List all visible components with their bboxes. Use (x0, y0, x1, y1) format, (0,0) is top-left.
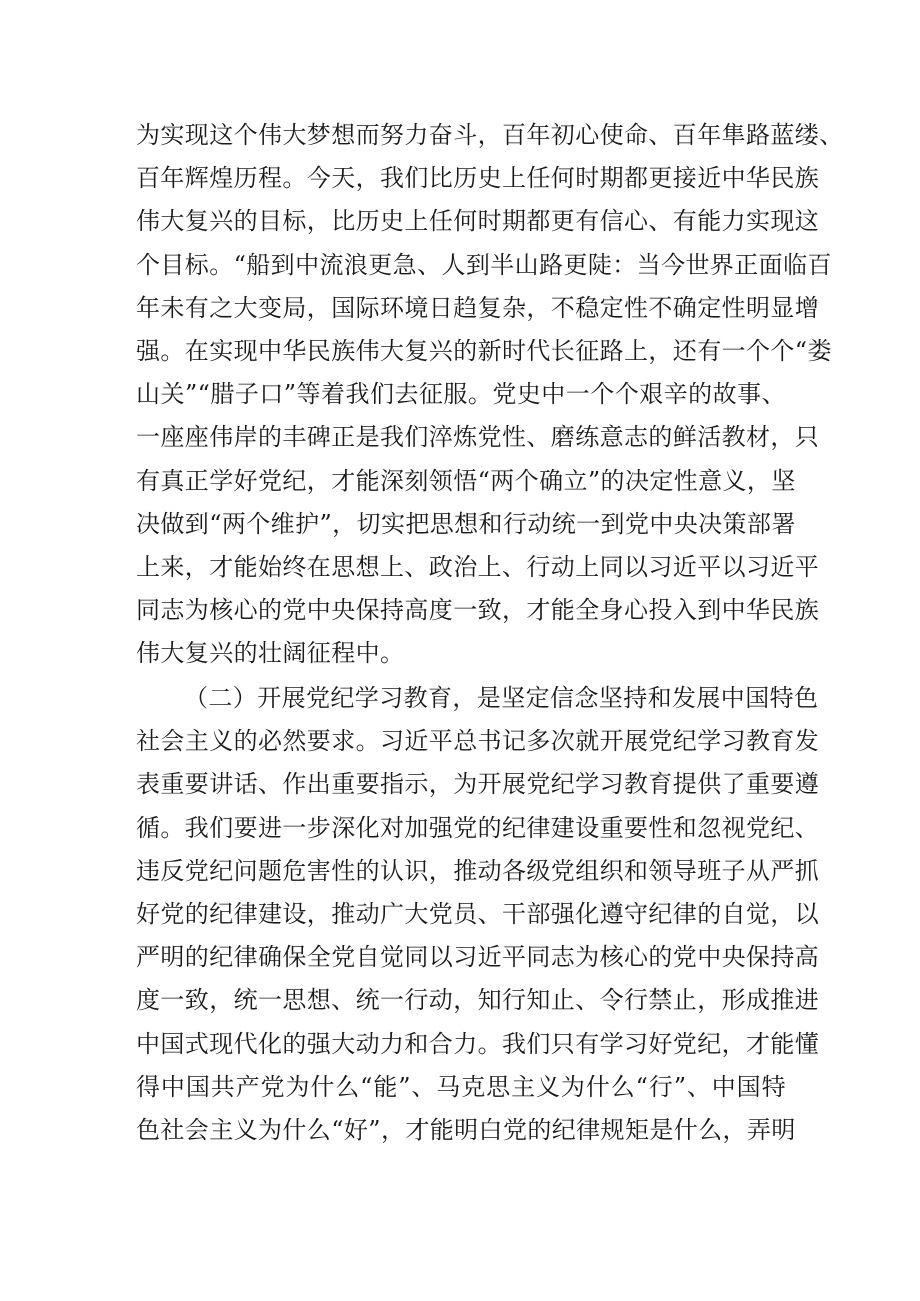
text-line: 社会主义的必然要求。习近平总书记多次就开展党纪学习教育发 (136, 727, 820, 756)
text-line: 色社会主义为什么“好”，才能明白党的纪律规矩是什么，弄明 (136, 1115, 796, 1144)
text-line: 严明的纪律确保全党自觉同以习近平同志为核心的党中央保持高 (136, 943, 820, 972)
text-line: 强。在实现中华民族伟大复兴的新时代长征路上，还有一个个“娄 (136, 336, 832, 365)
text-line: 好党的纪律建设，推动广大党员、干部强化遵守纪律的自觉，以 (136, 899, 820, 928)
text-line: 度一致，统一思想、统一行动，知行知止、令行禁止，形成推进 (136, 986, 820, 1015)
text-line: 有真正学好党纪，才能深刻领悟“两个确立”的决定性意义，坚 (136, 466, 796, 495)
text-line: 同志为核心的党中央保持高度一致，才能全身心投入到中华民族 (136, 596, 820, 625)
text-line: 上来，才能始终在思想上、政治上、行动上同以习近平以习近平 (136, 552, 820, 581)
text-line: 表重要讲话、作出重要指示，为开展党纪学习教育提供了重要遵 (136, 770, 820, 799)
text-line: 为实现这个伟大梦想而努力奋斗，百年初心使命、百年隼路蓝缕、 (136, 121, 844, 149)
text-line: 百年辉煌历程。今天，我们比历史上任何时期都更接近中华民族 (136, 164, 820, 193)
text-line: 中国式现代化的强大动力和合力。我们只有学习好党纪，才能懂 (136, 1029, 820, 1058)
paragraph-1 (136, 114, 844, 675)
text-line: 得中国共产党为什么“能”、马克思主义为什么“行”、中国特 (136, 1072, 786, 1101)
text-line: 伟大复兴的壮阔征程中。 (136, 639, 405, 668)
text-line: 年未有之大变局，国际环境日趋复杂，不稳定性不确定性明显增 (136, 293, 820, 322)
text-line: 个目标。“船到中流浪更急、人到半山路更陡：当今世界正面临百 (136, 250, 832, 279)
text-line: （二）开展党纪学习教育，是坚定信念坚持和发展中国特色 (184, 684, 819, 712)
text-line: 山关”“腊子口”等着我们去征服。党史中一个个艰辛的故事、 (136, 380, 786, 409)
text-line: 循。我们要进一步深化对加强党的纪律建设重要性和忽视党纪、 (136, 813, 820, 842)
text-line: 违反党纪问题危害性的认识，推动各级党组织和领导班子从严抓 (136, 856, 820, 885)
text-line: 决做到“两个维护”，切实把思想和行动统一到党中央决策部署 (136, 509, 796, 538)
paragraph-2 (136, 677, 820, 1152)
text-line: 伟大复兴的目标，比历史上任何时期都更有信心、有能力实现这 (136, 207, 820, 236)
text-line: 一座座伟岸的丰碑正是我们淬炼党性、磨练意志的鲜活教材，只 (136, 423, 820, 452)
